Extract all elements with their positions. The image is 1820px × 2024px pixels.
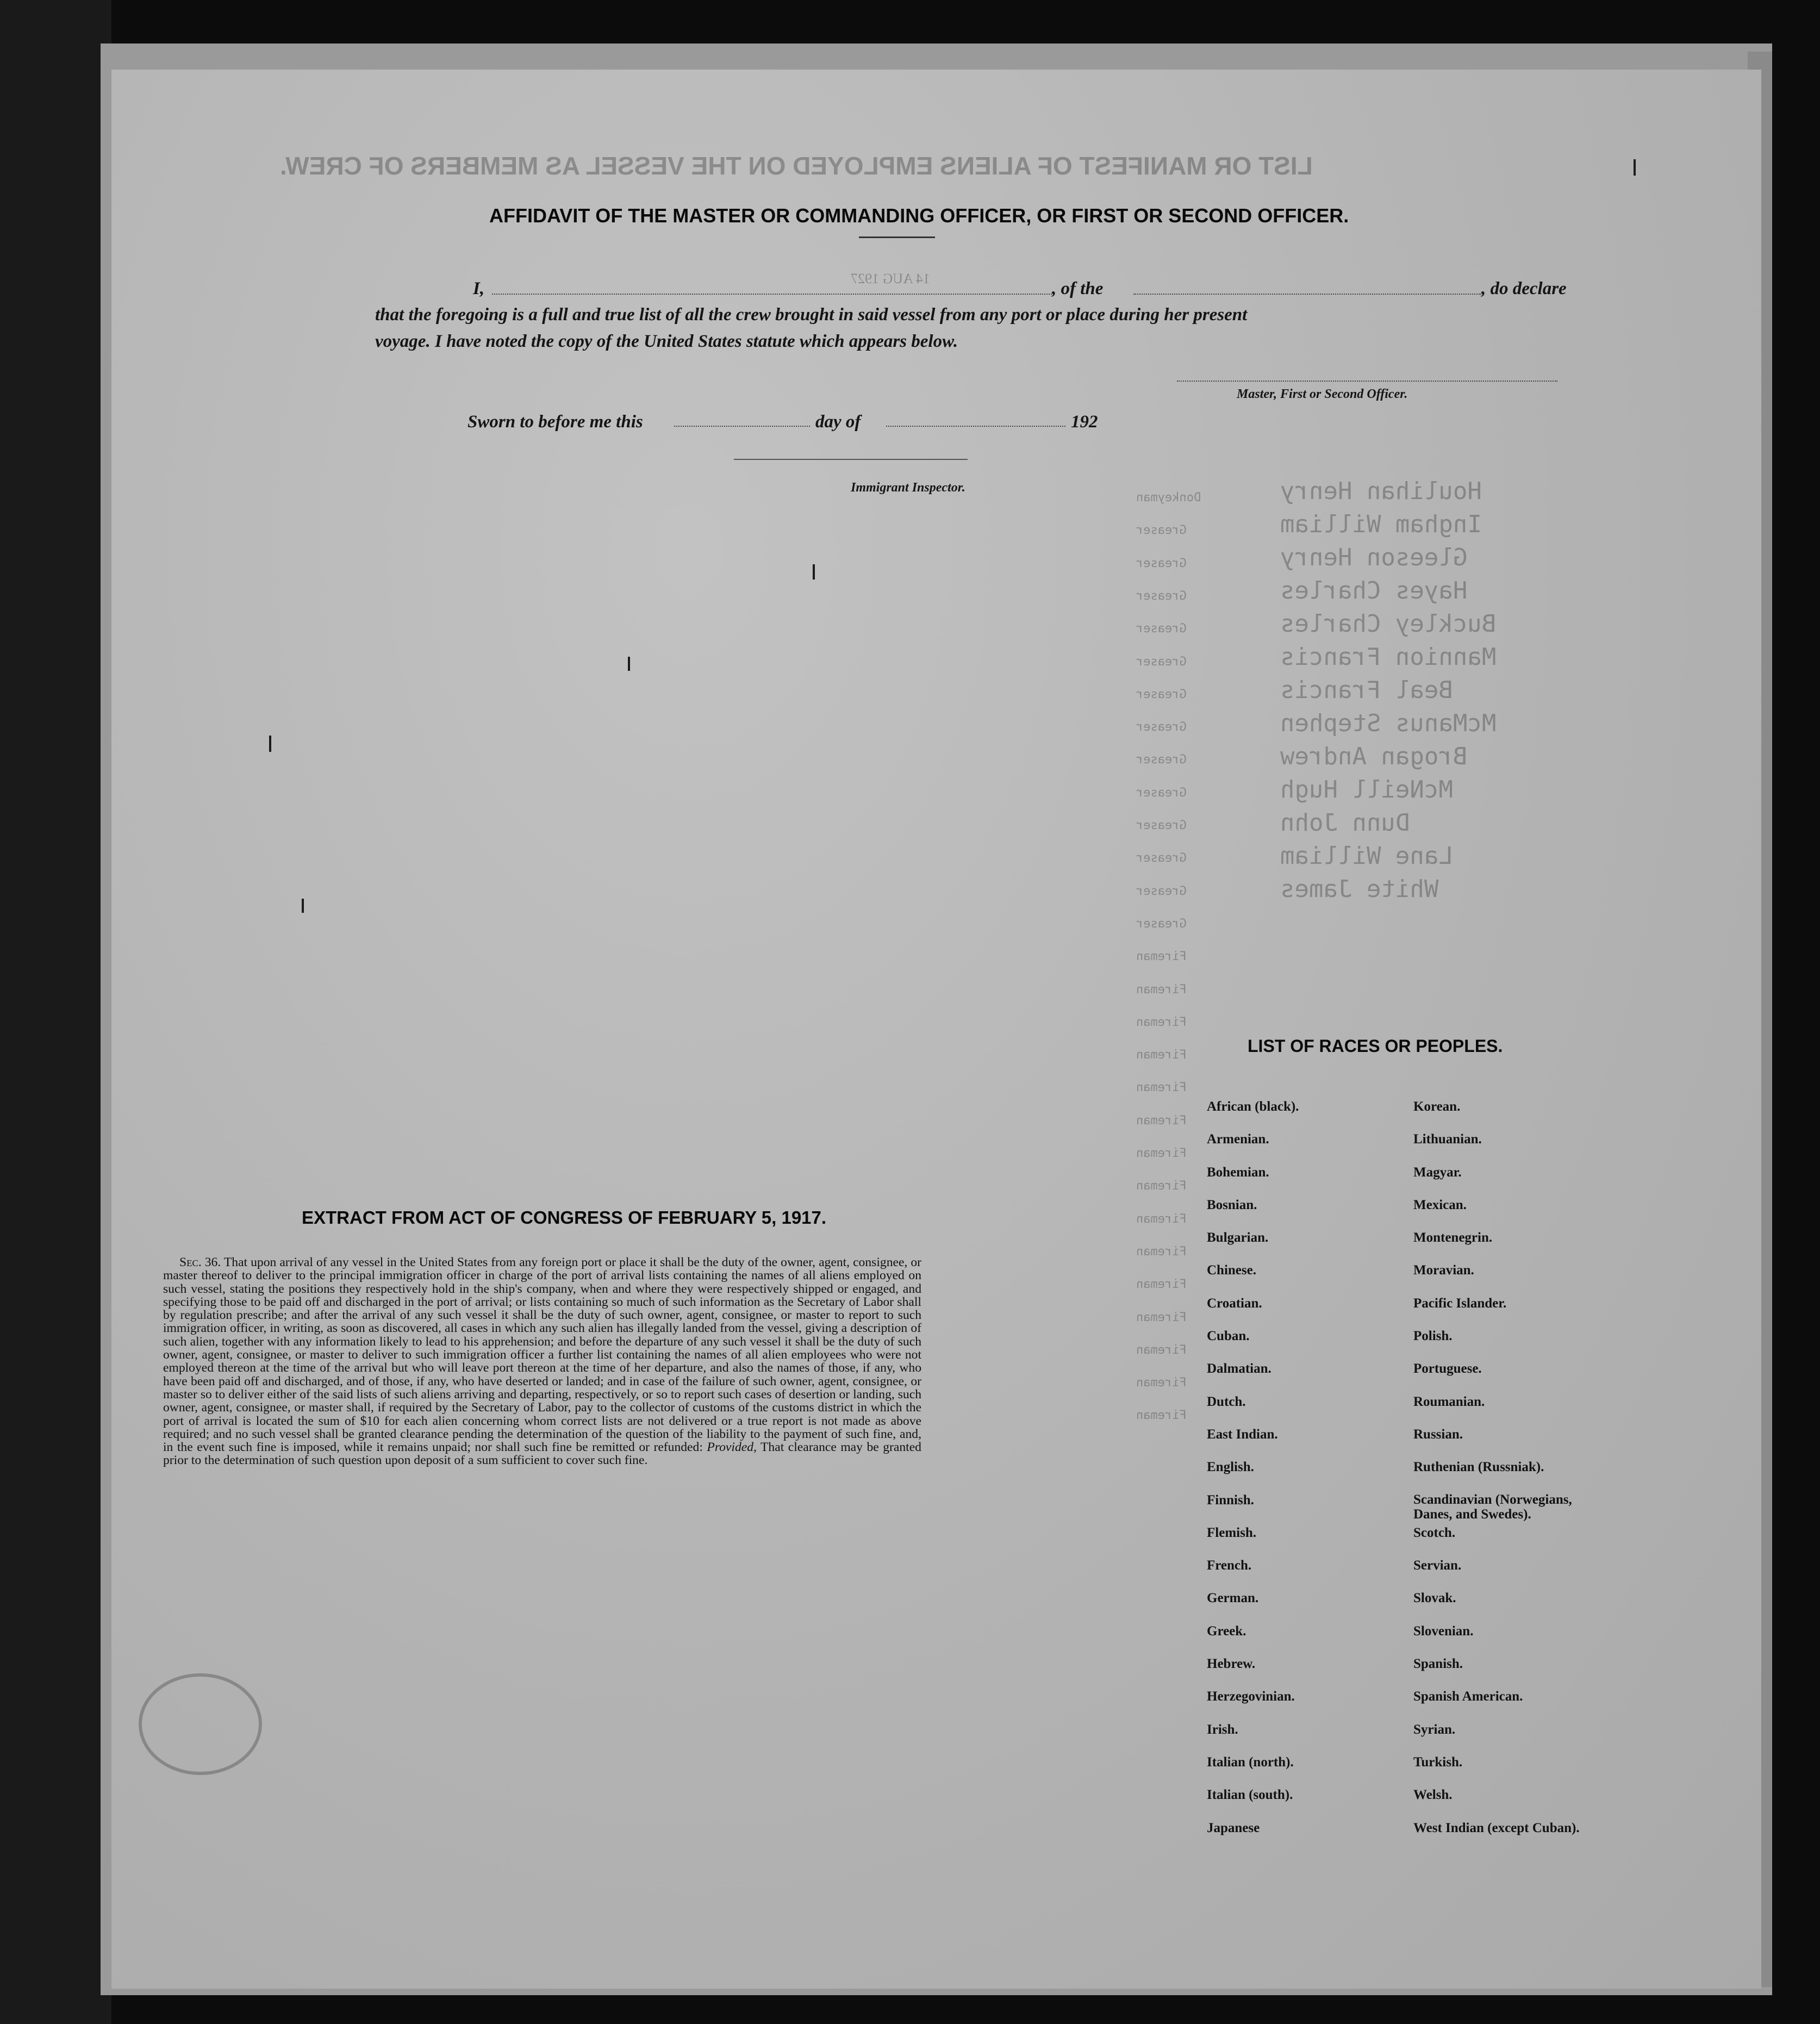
- race-item: Lithuanian.: [1413, 1132, 1482, 1147]
- races-right-column: [1413, 1099, 1653, 1853]
- pencil-mark: [1634, 159, 1636, 176]
- bleedthrough-name: Houlihan Henry: [1280, 477, 1482, 505]
- bleedthrough-rating: Greaser: [1136, 655, 1187, 669]
- bleedthrough-rating: Greaser: [1136, 884, 1187, 898]
- bleedthrough-rating: Fireman: [1136, 1376, 1187, 1390]
- bleedthrough-rating: Fireman: [1136, 1113, 1187, 1128]
- bleedthrough-name: White James: [1280, 875, 1439, 903]
- pencil-mark: [628, 657, 630, 671]
- race-item: African (black).: [1207, 1099, 1299, 1114]
- race-item: Portuguese.: [1413, 1361, 1482, 1377]
- bleedthrough-rating: Fireman: [1136, 1244, 1187, 1259]
- bleedthrough-rating: Fireman: [1136, 1015, 1187, 1029]
- race-item: Slovenian.: [1413, 1623, 1474, 1639]
- bleedthrough-rating: Greaser: [1136, 589, 1187, 603]
- pencil-mark: [813, 564, 815, 580]
- race-item: Bosnian.: [1207, 1197, 1257, 1212]
- bleedthrough-name: Dunn John: [1280, 809, 1410, 837]
- bleedthrough-rating: Greaser: [1136, 556, 1187, 570]
- race-item: German.: [1207, 1591, 1259, 1606]
- race-item: Dalmatian.: [1207, 1361, 1271, 1377]
- race-item: Moravian.: [1413, 1263, 1474, 1278]
- bleedthrough-rating: Fireman: [1136, 1409, 1187, 1423]
- race-item: Italian (south).: [1207, 1788, 1293, 1803]
- bleedthrough-name: McManus Stephen: [1280, 709, 1497, 737]
- bleedthrough-rating: Greaser: [1136, 622, 1187, 636]
- race-item: Chinese.: [1207, 1263, 1256, 1278]
- bleedthrough-rating: Fireman: [1136, 950, 1187, 964]
- statute-body-end: That clearance may be granted prior to the determination of such question upon deposit of a sum sufficient to cover such fine.: [163, 1440, 921, 1468]
- bleedthrough-rating: Greaser: [1136, 524, 1187, 538]
- race-item: East Indian.: [1207, 1427, 1278, 1442]
- bleedthrough-rating: Fireman: [1136, 982, 1187, 997]
- bleedthrough-name: Lane William: [1280, 842, 1453, 870]
- bleedthrough-name: Buckley Charles: [1280, 610, 1497, 638]
- bleedthrough-name: Gleeson Henry: [1280, 544, 1468, 571]
- race-item: Herzegovinian.: [1207, 1689, 1295, 1704]
- race-item: Spanish American.: [1413, 1689, 1523, 1704]
- bleedthrough-date-stamp: 14 AUG 1927: [851, 271, 930, 287]
- bleedthrough-header: LIST OR MANIFEST OF ALIENS EMPLOYED ON THE VESSEL AS MEMBERS OF CREW.: [280, 152, 1313, 180]
- title-underline: [859, 236, 935, 238]
- bleedthrough-rating: Fireman: [1136, 1212, 1187, 1226]
- affidavit-line-1-suffix: , do declare: [1481, 279, 1567, 298]
- bleedthrough-rating: Fireman: [1136, 1278, 1187, 1292]
- race-item: Russian.: [1413, 1427, 1463, 1442]
- manifest-sheet: [111, 70, 1761, 1989]
- scan-border-left: [0, 0, 111, 2024]
- bleedthrough-name: Mannion Francis: [1280, 643, 1497, 671]
- race-item: Servian.: [1413, 1558, 1462, 1573]
- race-item: Syrian.: [1413, 1722, 1456, 1737]
- bleedthrough-rating: Fireman: [1136, 1147, 1187, 1160]
- race-item: Polish.: [1413, 1329, 1453, 1344]
- vessel-field[interactable]: [1133, 294, 1481, 295]
- race-item: Korean.: [1413, 1099, 1461, 1114]
- affidavit-line-1-mid: , of the: [1052, 279, 1104, 298]
- bleedthrough-rating: Fireman: [1136, 1048, 1187, 1062]
- race-item: Hebrew.: [1207, 1656, 1256, 1672]
- faint-circular-stamp: [139, 1673, 262, 1775]
- bleedthrough-name: Beal Francis: [1280, 676, 1453, 704]
- bleedthrough-rating: Fireman: [1136, 1310, 1187, 1324]
- bleedthrough-rating: Greaser: [1136, 753, 1187, 767]
- inspector-label: Immigrant Inspector.: [851, 481, 965, 495]
- bleedthrough-rating: Greaser: [1136, 851, 1187, 865]
- race-item: Finnish.: [1207, 1492, 1254, 1508]
- bleedthrough-rating: Fireman: [1136, 1343, 1187, 1357]
- race-item: English.: [1207, 1460, 1254, 1475]
- statute-text: [163, 1256, 921, 1467]
- affidavit-line-1-prefix: I,: [473, 279, 485, 298]
- race-item: Scandinavian (Norwegians, Danes, and Swedes).: [1413, 1492, 1572, 1522]
- race-item: Pacific Islander.: [1413, 1296, 1507, 1311]
- race-item: Magyar.: [1413, 1164, 1462, 1180]
- race-item: Flemish.: [1207, 1525, 1256, 1540]
- master-signature-field[interactable]: [1177, 381, 1557, 382]
- inspector-signature-line: [734, 459, 968, 460]
- race-item: Bulgarian.: [1207, 1230, 1269, 1245]
- race-item: Italian (north).: [1207, 1754, 1294, 1770]
- bleedthrough-rating: Greaser: [1136, 917, 1187, 931]
- races-left-column: [1207, 1099, 1446, 1853]
- bleedthrough-name: Hayes Charles: [1280, 577, 1468, 605]
- bleedthrough-rating: Fireman: [1136, 1081, 1187, 1095]
- race-item: Turkish.: [1413, 1754, 1463, 1770]
- sworn-month-field[interactable]: [886, 426, 1065, 427]
- bleedthrough-rating: Greaser: [1136, 720, 1187, 734]
- sworn-day-label: day of: [815, 412, 861, 432]
- bleedthrough-name: McNeill Hugh: [1280, 776, 1453, 804]
- race-item: Dutch.: [1207, 1394, 1246, 1409]
- sworn-prefix: Sworn to before me this: [468, 412, 643, 432]
- section-number: Sec. 36.: [179, 1255, 221, 1269]
- affidavit-title: AFFIDAVIT OF THE MASTER OR COMMANDING OFFICER, OR FIRST OR SECOND OFFICER.: [489, 204, 1349, 227]
- bleedthrough-rating: Greaser: [1136, 687, 1187, 701]
- race-item: Welsh.: [1413, 1788, 1453, 1803]
- race-item: Montenegrin.: [1413, 1230, 1493, 1245]
- sworn-year: 192: [1071, 412, 1098, 432]
- race-item: Armenian.: [1207, 1132, 1269, 1147]
- race-item: Scotch.: [1413, 1525, 1456, 1540]
- race-item: Greek.: [1207, 1623, 1246, 1639]
- statute-provided: Provided,: [707, 1440, 757, 1455]
- bleedthrough-name: Ingham William: [1280, 510, 1482, 538]
- extract-title: EXTRACT FROM ACT OF CONGRESS OF FEBRUARY 5, 1917.: [302, 1207, 827, 1228]
- bleedthrough-rating: Donkeyman: [1136, 491, 1201, 505]
- bleedthrough-rating: Greaser: [1136, 786, 1187, 800]
- name-field[interactable]: [492, 294, 1052, 295]
- bleedthrough-rating: Greaser: [1136, 819, 1187, 832]
- master-signature-label: Master, First or Second Officer.: [1237, 387, 1408, 401]
- race-item: Croatian.: [1207, 1296, 1262, 1311]
- race-item: Bohemian.: [1207, 1164, 1269, 1180]
- statute-body: That upon arrival of any vessel in the United States from any foreign port or place it shall be the duty of the owner, agent, consignee, or master thereof to deliver to the principal immigration officer in charge of the port of arrival lists containing the names of all aliens employed on such vessel, stating the positions they respectively hold in the ship's company, when and where they were respectively shipped or engaged, and specifying those to be paid off and discharged in the port of arrival; or lists containing so much of such information as the Secretary of Labor shall by regulation prescribe; and after the arrival of any such vessel it shall be the duty of such owner, agent, consignee, or master to report to such immigration officer, in writing, as soon as discovered, all cases in which any such alien has illegally landed from the vessel, giving a description of such alien, together with any information likely to lead to his apprehension; and before the departure of any such vessel it shall be the duty of such owner, agent, consignee, or master to deliver to such immigration officer a further list containing the names of all alien employees who were not employed thereon at the time of the arrival but who will leave port thereon at the time of her departure, and also the names of those, if any, who have been paid off and discharged, and of those, if any, who have deserted or landed; and in case of the failure of such owner, agent, consignee, or master so to deliver either of the said lists of such aliens arriving and departing, respectively, or so to report such cases of desertion or landing, such owner, agent, consignee, or master shall, if required by the Secretary of Labor, pay to the collector of customs of the customs district in which the port of arrival is located the sum of $10 for each alien concerning whom correct lists are not delivered or a true report is not made as above required; and no such vessel shall be granted clearance pending the determination of the question of the liability to the payment of such fine, and, in the event such fine is imposed, while it remains unpaid; nor shall such fine be remitted or refunded:: [163, 1255, 922, 1455]
- race-item: Roumanian.: [1413, 1394, 1485, 1409]
- race-item: Spanish.: [1413, 1656, 1463, 1672]
- bleedthrough-rating: Fireman: [1136, 1179, 1187, 1193]
- race-item: Mexican.: [1413, 1197, 1467, 1212]
- race-item: West Indian (except Cuban).: [1413, 1820, 1580, 1835]
- pencil-mark: [302, 899, 304, 913]
- race-item: Cuban.: [1207, 1329, 1250, 1344]
- race-item: Irish.: [1207, 1722, 1238, 1737]
- races-title: LIST OF RACES OR PEOPLES.: [1248, 1036, 1503, 1056]
- race-item: Slovak.: [1413, 1591, 1456, 1606]
- bleedthrough-name: Brogan Andrew: [1280, 743, 1468, 770]
- race-item: Japanese: [1207, 1820, 1260, 1835]
- sworn-day-field[interactable]: [674, 426, 810, 427]
- race-item: French.: [1207, 1558, 1252, 1573]
- affidavit-line-2: that the foregoing is a full and true list of all the crew brought in said vessel from any port or place during her present: [375, 305, 1248, 325]
- race-item: Ruthenian (Russniak).: [1413, 1460, 1544, 1475]
- pencil-mark: [269, 736, 271, 752]
- affidavit-line-3: voyage. I have noted the copy of the United States statute which appears below.: [375, 332, 958, 351]
